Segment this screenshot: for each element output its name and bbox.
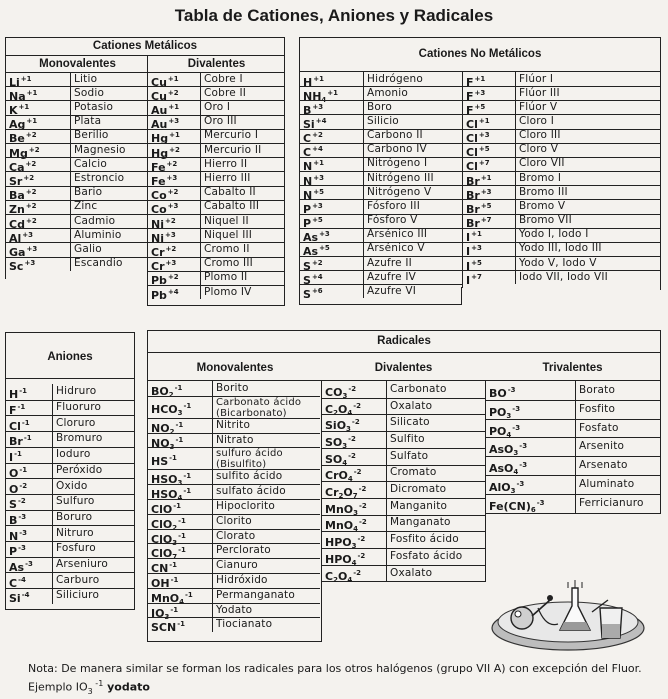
ion-symbol: $BO_2^{-1}$	[151, 383, 183, 399]
row-divider	[322, 414, 485, 415]
ion-symbol: $Fe^{+2}$	[151, 159, 178, 174]
name-cell: Estroncio	[74, 172, 125, 184]
symbol-cell	[151, 286, 199, 303]
ion-symbol: $Cu^{+1}$	[151, 74, 179, 89]
name-cell: Cromato	[390, 466, 437, 479]
name-cell: Manganito	[390, 499, 448, 512]
ion-symbol: $Zn^{+2}$	[9, 202, 37, 217]
ion-symbol: $Sr^{+2}$	[9, 174, 35, 188]
ion-symbol: $Br^{+1}$	[466, 173, 492, 188]
ion-symbol: $F^{-1}$	[9, 403, 26, 418]
ion-symbol: $Au^{+1}$	[151, 103, 180, 117]
name-cell: Oxalato	[390, 399, 433, 412]
name-cell: Bromo III	[519, 185, 568, 198]
ion-symbol: $SCN^{-1}$	[151, 620, 185, 635]
name-cell: Silicato	[390, 416, 430, 429]
ion-symbol: $Ni^{+3}$	[151, 230, 176, 245]
ion-symbol: $S^{+2}$	[303, 258, 323, 273]
name-cell: Carbonato	[390, 382, 447, 395]
column-divider	[70, 72, 71, 271]
name-cell: Arsénico V	[367, 242, 425, 255]
name-cell: Escandio	[74, 257, 123, 270]
name-cell: Arsenato	[579, 459, 628, 472]
name-cell: Berilio	[74, 129, 109, 142]
symbol-cell	[151, 452, 211, 469]
name-cell: Yodato	[216, 603, 253, 616]
name-cell: Óxido	[56, 479, 88, 492]
ion-symbol: $Cr^{+3}$	[151, 259, 177, 274]
ion-symbol: $Au^{+3}$	[151, 117, 180, 132]
name-cell: Cianuro	[216, 559, 258, 572]
ion-symbol: ClO$^{-1}$	[151, 501, 181, 516]
rad-monovalentes-title: Monovalentes	[196, 362, 274, 374]
name-cell: Carbono II	[367, 129, 423, 142]
ion-symbol: $K^{+1}$	[9, 103, 30, 117]
column-divider	[386, 381, 387, 581]
name-cell: Cadmio	[74, 214, 116, 227]
radicales-table	[147, 330, 661, 382]
symbol-cell	[303, 285, 362, 302]
ion-symbol: $Cl^{+7}$	[466, 159, 490, 174]
name-cell: Cromo III	[204, 257, 253, 270]
ion-symbol: $O^{-2}$	[9, 481, 28, 496]
ion-symbol: $Cr_2O_7^{-2}$	[325, 485, 367, 501]
name-cell: Manganato	[390, 516, 451, 529]
name-cell: Cloruro	[56, 416, 96, 429]
ion-symbol: $Ni^{+2}$	[151, 216, 176, 231]
name-cell: Ferricianuro	[579, 496, 644, 509]
name-cell: Bromo I	[519, 171, 562, 184]
symbol-cell	[489, 497, 574, 517]
ion-symbol: $F^{+3}$	[466, 88, 486, 103]
column-divider	[515, 72, 516, 284]
row-divider	[486, 456, 660, 457]
name-cell: Aluminato	[579, 477, 635, 490]
ion-symbol: $P^{+3}$	[303, 201, 323, 216]
ion-symbol: $I^{+5}$	[466, 258, 482, 273]
ion-symbol: $N^{+3}$	[303, 173, 324, 188]
ion-symbol: AlO$_3^{-3}$	[489, 479, 525, 495]
cationes-metalicos-title: Cationes Metálicos	[92, 40, 198, 52]
ion-symbol: $HPO_3^{-2}$	[325, 535, 366, 551]
symbol-cell	[489, 422, 574, 442]
ion-symbol: $PO_4^{-3}$	[489, 423, 521, 439]
page-title: Tabla de Cationes, Aniones y Radicales	[174, 6, 494, 25]
ion-symbol: $S^{+4}$	[303, 272, 323, 287]
name-cell: sulfuro ácido (Bisulfito)	[216, 448, 283, 471]
column-divider	[575, 381, 576, 513]
ion-symbol: $Pb^{+4}$	[151, 287, 179, 302]
ion-symbol: ClO$_3^{-1}$	[151, 531, 186, 547]
name-cell: Calcio	[74, 157, 107, 170]
name-cell: Fosfuro	[56, 542, 96, 555]
column-divider	[363, 72, 364, 298]
aniones-title: Aniones	[47, 351, 93, 363]
row-divider	[486, 400, 660, 401]
ion-symbol: $As^{+5}$	[303, 244, 330, 259]
ion-symbol: $I^{+3}$	[466, 244, 482, 259]
symbol-cell	[325, 567, 385, 587]
name-cell: Arseniuro	[56, 558, 108, 571]
symbol-cell	[151, 434, 211, 454]
ion-symbol: $Cl^{+3}$	[466, 131, 490, 146]
name-cell: Litio	[74, 72, 98, 85]
ion-symbol: $Cl^{+1}$	[466, 117, 490, 132]
name-cell: Clorito	[216, 514, 252, 527]
name-cell: Amonio	[367, 86, 409, 99]
name-cell: Carbono IV	[367, 143, 427, 156]
name-cell: Hidrógeno	[367, 72, 423, 85]
symbol-cell	[489, 384, 574, 401]
name-cell: Yodo III, Iodo III	[519, 242, 602, 255]
name-cell: Nitrito	[216, 418, 251, 431]
name-cell: Yodo I, Iodo I	[519, 228, 589, 241]
name-cell: Iodo VII, Iodo VII	[519, 270, 608, 283]
ion-symbol: $I^{+7}$	[466, 272, 482, 287]
row-divider	[322, 481, 485, 482]
ion-symbol: $HSO_3^{-1}$	[151, 472, 192, 488]
name-cell: Oxalato	[390, 566, 433, 579]
ion-symbol: $H^{+1}$	[303, 74, 324, 89]
name-cell: Siliciuro	[56, 589, 100, 602]
row-divider	[148, 380, 660, 381]
name-cell: Nitrato	[216, 433, 254, 446]
ion-symbol: $C^{+2}$	[303, 131, 323, 146]
rad-divalentes-title: Divalentes	[374, 362, 433, 374]
name-cell: Magnesio	[74, 143, 126, 156]
row-divider	[322, 448, 485, 449]
row-divider	[322, 531, 485, 532]
name-cell: Fosfito	[579, 402, 616, 415]
ion-symbol: $Be^{+2}$	[9, 131, 37, 146]
name-cell: Yodo V, Iodo V	[519, 256, 597, 269]
name-cell: Hierro III	[204, 172, 251, 184]
ion-symbol: $Hg^{+1}$	[151, 131, 180, 146]
ion-symbol: $Cl^{-1}$	[9, 418, 30, 433]
ion-symbol: $SO_4^{-2}$	[325, 451, 356, 467]
ion-symbol: $NH_4^{+1}$	[303, 88, 339, 104]
name-cell: Cobre I	[204, 72, 243, 85]
name-cell: Cloro VII	[519, 157, 565, 170]
row-divider	[486, 419, 660, 420]
ion-symbol: $C^{-4}$	[9, 575, 26, 590]
name-cell: Potasio	[74, 101, 114, 113]
ion-symbol: MnO$_4^{-1}$	[151, 590, 193, 606]
ion-symbol: $O^{-1}$	[9, 465, 28, 480]
ion-symbol: ClO$_2^{-1}$	[151, 516, 186, 532]
name-cell: Nitrógeno V	[367, 185, 432, 198]
name-cell: Fosfito ácido	[390, 533, 459, 546]
name-cell: Sulfito	[390, 432, 425, 445]
name-cell: Azufre II	[367, 256, 412, 269]
name-cell: Oro I	[204, 101, 231, 113]
name-cell: Boruro	[56, 510, 93, 523]
ion-symbol: $Si^{+4}$	[303, 117, 327, 132]
name-cell: Plata	[74, 115, 102, 128]
name-cell: Zinc	[74, 200, 98, 213]
ion-symbol: $C_2O_4^{-2}$	[325, 401, 361, 417]
ion-symbol: $Li^{+1}$	[9, 74, 32, 89]
row-divider	[322, 515, 485, 516]
lab-equipment-illustration	[488, 578, 648, 654]
row-divider	[322, 398, 485, 399]
row-divider	[486, 475, 660, 476]
row-divider	[486, 494, 660, 495]
ion-symbol: $IO_3^{-1}$	[151, 605, 179, 621]
ion-symbol: $HS^{-1}$	[151, 453, 177, 468]
name-cell: Cloro III	[519, 129, 561, 142]
ion-symbol: $Al^{+3}$	[9, 230, 34, 245]
name-cell: Ioduro	[56, 448, 91, 461]
ion-symbol: $Br^{+7}$	[466, 216, 492, 231]
name-cell: Plomo II	[204, 271, 248, 284]
row-divider	[322, 565, 485, 566]
name-cell: Hierro II	[204, 157, 248, 170]
name-cell: Mercurio II	[204, 143, 262, 156]
name-cell: Cobre II	[204, 86, 247, 99]
ion-symbol: $N^{+1}$	[303, 159, 324, 174]
row-divider	[322, 498, 485, 499]
ion-symbol: $As^{+3}$	[303, 230, 330, 245]
ion-symbol: $HPO_4^{-2}$	[325, 551, 366, 567]
name-cell: Bromo V	[519, 199, 566, 212]
ion-symbol: $H^{-1}$	[9, 387, 27, 402]
name-cell: Sodio	[74, 86, 105, 99]
ion-symbol: $P^{-3}$	[9, 544, 26, 559]
row-divider	[486, 437, 660, 438]
name-cell: Aluminio	[74, 228, 122, 241]
name-cell: Silicio	[367, 115, 399, 128]
name-cell: Borato	[579, 383, 616, 396]
column-divider	[52, 384, 53, 604]
ion-symbol: CrO$_4^{-2}$	[325, 468, 362, 484]
cationes-no-metalicos-title: Cationes No Metálicos	[418, 48, 542, 60]
name-cell: Dicromato	[390, 483, 447, 496]
symbol-cell	[9, 589, 51, 606]
ion-symbol: $Br^{-1}$	[9, 434, 32, 449]
name-cell: Mercurio I	[204, 129, 259, 142]
name-cell: Bromo VII	[519, 214, 572, 227]
ion-symbol: $C_2O_4^{-2}$	[325, 568, 361, 584]
name-cell: Borito	[216, 381, 249, 394]
name-cell: Bromuro	[56, 432, 103, 445]
name-cell: Niquel III	[204, 228, 253, 241]
ion-symbol: $N^{+5}$	[303, 187, 324, 202]
ion-symbol: MnO$_4^{-2}$	[325, 518, 367, 534]
name-cell: Azufre VI	[367, 284, 417, 297]
name-cell: Cabalto II	[204, 186, 256, 199]
ion-symbol: $Cr^{+2}$	[151, 245, 177, 259]
name-cell: Niquel II	[204, 214, 249, 227]
ion-symbol: $HSO_4^{-1}$	[151, 487, 192, 503]
ion-symbol: AsO$_4^{-3}$	[489, 461, 528, 477]
name-cell: Clorato	[216, 529, 256, 542]
name-cell: Cloro V	[519, 143, 559, 156]
name-cell: Carbonato ácido (Bicarbonato)	[216, 396, 302, 419]
ion-symbol: $PO_3^{-3}$	[489, 404, 521, 420]
ion-symbol: $Hg^{+2}$	[151, 145, 180, 160]
ion-symbol: $I^{+1}$	[466, 230, 482, 245]
ion-symbol: MnO$_3^{-2}$	[325, 501, 367, 517]
symbol-cell	[151, 382, 211, 402]
symbol-cell	[489, 440, 574, 460]
ion-symbol: $Ca^{+2}$	[9, 159, 37, 174]
ion-symbol: $Fe^{+3}$	[151, 174, 178, 188]
ion-symbol: AsO$_3^{-3}$	[489, 442, 528, 458]
name-cell: Flúor I	[519, 72, 554, 85]
monovalentes-title: Monovalentes	[39, 58, 116, 70]
ion-symbol: $Br^{+5}$	[466, 201, 492, 216]
name-cell: Flúor V	[519, 100, 558, 113]
ion-symbol: $C^{+4}$	[303, 145, 323, 160]
ion-symbol: ClO$_7^{-1}$	[151, 546, 186, 562]
ion-symbol: $Ag^{+1}$	[9, 117, 38, 132]
ion-symbol: $Co^{+2}$	[151, 188, 179, 203]
ion-symbol: $Pb^{+2}$	[151, 273, 179, 288]
column-divider	[200, 72, 201, 299]
name-cell: Permanganato	[216, 588, 295, 601]
ion-symbol: $Ga^{+3}$	[9, 245, 38, 259]
name-cell: Nitruro	[56, 526, 94, 539]
ion-symbol: $CN^{-1}$	[151, 561, 178, 576]
name-cell: Fósforo V	[367, 214, 418, 227]
name-cell: Plomo IV	[204, 285, 252, 298]
ion-symbol: $Sc^{+3}$	[9, 259, 36, 274]
row-divider	[322, 465, 485, 466]
ion-symbol: SiO$_3^{-2}$	[325, 418, 360, 434]
name-cell: Nitrógeno I	[367, 157, 428, 170]
ion-symbol: $As^{-3}$	[9, 560, 33, 575]
symbol-cell	[489, 459, 574, 479]
radicales-title: Radicales	[377, 335, 431, 347]
ion-symbol: $Na^{+1}$	[9, 88, 38, 103]
name-cell: Boro	[367, 100, 392, 113]
ion-symbol: $F^{+1}$	[466, 74, 486, 89]
ion-symbol: $Br^{+3}$	[466, 187, 492, 202]
ion-symbol: $N^{-3}$	[9, 528, 27, 543]
name-cell: Hipoclorito	[216, 499, 275, 512]
name-cell: Sulfato	[390, 449, 429, 462]
name-cell: Galio	[74, 243, 102, 255]
column-divider	[212, 381, 213, 632]
divalentes-title: Divalentes	[187, 58, 246, 70]
symbol-cell	[489, 403, 574, 423]
ion-symbol: $Si^{-4}$	[9, 591, 30, 606]
ion-symbol: $BO^{-3}$	[489, 385, 516, 400]
name-cell: Carburo	[56, 573, 100, 586]
name-cell: Hidruro	[56, 385, 97, 398]
name-cell: Bario	[74, 186, 103, 199]
ion-symbol: $P^{+5}$	[303, 216, 323, 231]
name-cell: Peróxido	[56, 463, 103, 476]
symbol-cell	[466, 271, 514, 288]
name-cell: Fósforo III	[367, 199, 421, 212]
name-cell: Sulfuro	[56, 495, 95, 508]
ion-symbol: $SO_3^{-2}$	[325, 434, 356, 450]
symbol-cell	[9, 257, 69, 274]
ion-symbol: $OH^{-1}$	[151, 575, 179, 590]
name-cell: sulfato ácido	[216, 485, 286, 498]
name-cell: Fosfato ácido	[390, 549, 463, 562]
name-cell: Oro III	[204, 115, 237, 128]
ion-symbol: $NO_2^{-1}$	[151, 420, 184, 436]
ion-symbol: $NO_3^{-1}$	[151, 435, 184, 451]
ion-symbol: $CO_3^{-2}$	[325, 384, 357, 400]
name-cell: sulfito ácido	[216, 470, 283, 483]
name-cell: Fluoruro	[56, 401, 102, 414]
rad-trivalentes-title: Trivalentes	[542, 362, 603, 374]
ion-symbol: $S^{-2}$	[9, 497, 26, 512]
name-cell: Arsenito	[579, 440, 625, 453]
name-cell: Azufre IV	[367, 270, 417, 283]
name-cell: Cromo II	[204, 243, 250, 255]
name-cell: Nitrógeno III	[367, 171, 434, 184]
row-divider	[322, 431, 485, 432]
ion-symbol: $S^{+6}$	[303, 286, 323, 301]
ion-symbol: $Cl^{+5}$	[466, 145, 490, 160]
name-cell: Perclorato	[216, 544, 271, 557]
ion-symbol: $HCO_3^{-1}$	[151, 402, 192, 418]
name-cell: Tiocianato	[216, 618, 273, 631]
ion-symbol: $I^{-1}$	[9, 450, 22, 465]
ion-symbol: $F^{+5}$	[466, 102, 486, 117]
name-cell: Arsénico III	[367, 228, 428, 241]
ion-symbol: $B^{+3}$	[303, 102, 324, 117]
name-cell: Flúor III	[519, 86, 560, 99]
name-cell: Hidróxido	[216, 573, 268, 586]
ion-symbol: $Fe(CN)_6^{-3}$	[489, 498, 545, 514]
row-divider	[322, 548, 485, 549]
ion-symbol: $Cd^{+2}$	[9, 216, 37, 231]
ion-symbol: $B^{-3}$	[9, 512, 27, 527]
footnote: Nota: De manera similar se forman los radicales para los otros halógenos (grupo VII A) con excepción del Fluor. Ejemplo $IO_3$ $^{-1}$ yodato	[28, 662, 642, 696]
name-cell: Cabalto III	[204, 200, 260, 213]
ion-symbol: $Co^{+3}$	[151, 202, 179, 217]
name-cell: Cloro I	[519, 115, 555, 128]
symbol-cell	[489, 478, 574, 498]
name-cell: Fosfato	[579, 421, 619, 434]
ion-symbol: $Cu^{+2}$	[151, 88, 179, 103]
symbol-cell	[151, 618, 211, 635]
column-divider	[147, 55, 148, 272]
ion-symbol: $Mg^{+2}$	[9, 145, 40, 160]
ion-symbol: $Ba^{+2}$	[9, 188, 37, 203]
